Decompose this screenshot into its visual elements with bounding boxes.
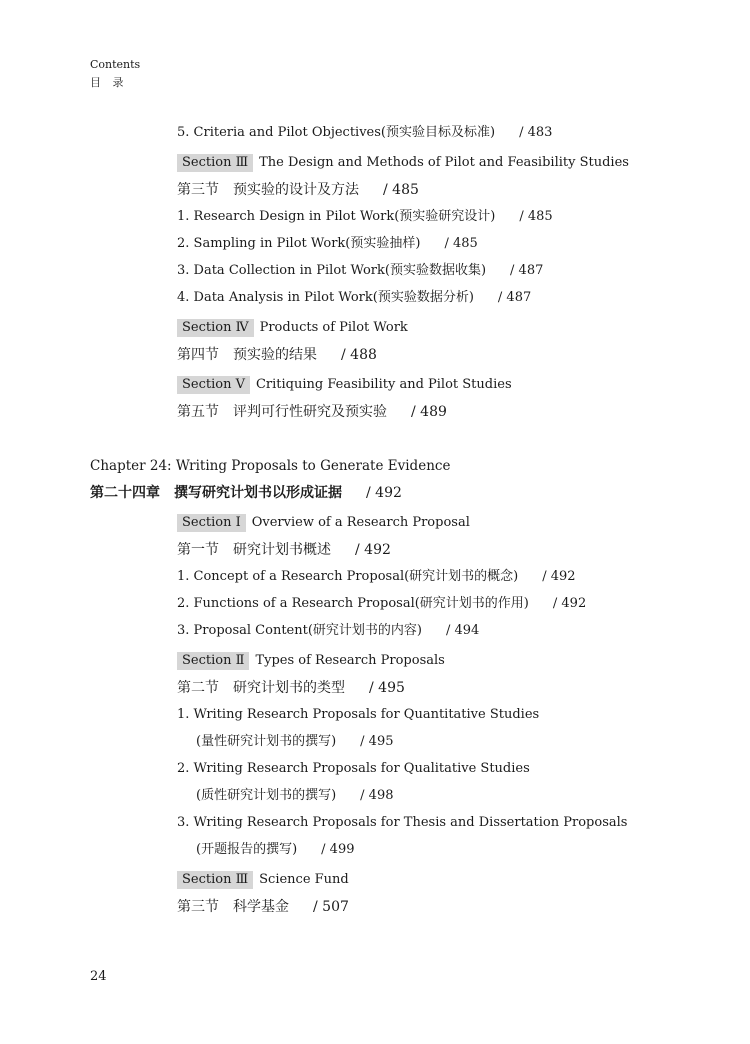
toc-page-ref: / 495 xyxy=(369,680,405,696)
section-badge: Section Ⅰ xyxy=(177,514,246,532)
section-heading-zh[interactable] xyxy=(177,898,349,916)
toc-item[interactable] xyxy=(177,622,479,640)
toc-item-text: 3. Data Collection in Pilot Work(预实验数据收集) xyxy=(177,263,487,278)
section-heading[interactable] xyxy=(177,154,629,172)
toc-page-ref: / 492 xyxy=(542,569,576,584)
section-heading-zh[interactable] xyxy=(177,679,405,697)
section-heading[interactable] xyxy=(177,871,349,889)
running-header-zh: 目 录 xyxy=(90,76,128,89)
section-title-zh: 评判可行性研究及预实验 xyxy=(233,404,387,420)
chapter-name-zh: 撰写研究计划书以形成证据 xyxy=(174,485,342,501)
toc-page-ref: / 495 xyxy=(360,734,394,749)
toc-item[interactable] xyxy=(177,760,530,778)
toc-item[interactable] xyxy=(177,568,576,586)
section-title-zh: 科学基金 xyxy=(233,899,289,915)
toc-item-text: 1. Research Design in Pilot Work(预实验研究设计) xyxy=(177,209,496,224)
toc-page-ref: / 485 xyxy=(519,209,553,224)
toc-page-ref: / 487 xyxy=(497,290,532,305)
toc-item-text: 2. Sampling in Pilot Work(预实验抽样) xyxy=(177,236,421,251)
section-heading[interactable] xyxy=(177,652,445,670)
section-number-zh: 第三节 xyxy=(177,899,219,915)
toc-item-continuation[interactable] xyxy=(196,841,354,859)
toc-page-ref: / 499 xyxy=(321,842,355,857)
section-badge: Section Ⅳ xyxy=(177,319,254,337)
chapter-number-zh: 第二十四章 xyxy=(90,485,160,501)
toc-page-ref: / 498 xyxy=(360,788,394,803)
section-title-en: Products of Pilot Work xyxy=(259,320,408,335)
section-number-zh: 第二节 xyxy=(177,680,219,696)
section-title-en: Science Fund xyxy=(259,872,349,887)
toc-item-text: 5. Criteria and Pilot Objectives(预实验目标及标准) xyxy=(177,125,496,140)
toc-item[interactable] xyxy=(177,289,531,307)
toc-item-text: 3. Proposal Content(研究计划书的内容) xyxy=(177,623,422,638)
toc-item[interactable] xyxy=(177,262,543,280)
section-badge: Section Ⅲ xyxy=(177,154,253,172)
section-heading[interactable] xyxy=(177,376,512,394)
section-title-en: Critiquing Feasibility and Pilot Studies xyxy=(255,377,512,392)
toc-item-text: 1. Concept of a Research Proposal(研究计划书的概念) xyxy=(177,569,519,584)
section-heading-zh[interactable] xyxy=(177,541,391,559)
toc-item-text: 2. Functions of a Research Proposal(研究计划书的作用) xyxy=(177,596,529,611)
section-title-en: Types of Research Proposals xyxy=(255,653,445,668)
section-heading-zh[interactable] xyxy=(177,181,419,199)
toc-page-ref: / 492 xyxy=(366,485,402,501)
section-heading[interactable] xyxy=(177,319,408,337)
section-title-zh: 预实验的结果 xyxy=(233,347,317,363)
section-heading-zh[interactable] xyxy=(177,403,447,421)
section-badge: Section Ⅱ xyxy=(177,652,249,670)
toc-item-text: 1. Writing Research Proposals for Quantitative Studies xyxy=(177,707,540,722)
toc-item[interactable] xyxy=(177,814,627,832)
toc-item-text: 2. Writing Research Proposals for Qualitative Studies xyxy=(177,761,530,776)
toc-item[interactable] xyxy=(177,706,539,724)
section-heading[interactable] xyxy=(177,514,470,532)
toc-item[interactable] xyxy=(177,235,478,253)
toc-page-ref: / 485 xyxy=(383,182,419,198)
toc-page-ref: / 487 xyxy=(510,263,544,278)
section-title-en: The Design and Methods of Pilot and Feasibility Studies xyxy=(259,155,629,170)
toc-item-text: 4. Data Analysis in Pilot Work(预实验数据分析) xyxy=(177,290,474,305)
chapter-title-en[interactable]: Chapter 24: Writing Proposals to Generate Evidence xyxy=(90,458,451,474)
section-number-zh: 第五节 xyxy=(177,404,219,420)
section-badge: Section Ⅴ xyxy=(177,376,250,394)
section-number-zh: 第四节 xyxy=(177,347,219,363)
section-title-zh: 研究计划书概述 xyxy=(233,542,331,558)
toc-page-ref: / 507 xyxy=(313,899,349,915)
toc-page-ref: / 492 xyxy=(355,542,391,558)
chapter-title-zh[interactable] xyxy=(90,484,402,502)
toc-item[interactable] xyxy=(177,208,553,226)
toc-page-ref: / 483 xyxy=(519,125,553,140)
toc-item-text: (质性研究计划书的撰写) xyxy=(196,788,337,803)
section-title-zh: 研究计划书的类型 xyxy=(233,680,345,696)
toc-item-text: (开题报告的撰写) xyxy=(196,842,298,857)
toc-item-continuation[interactable] xyxy=(196,787,393,805)
toc-page-ref: / 492 xyxy=(552,596,587,611)
toc-page-ref: / 494 xyxy=(446,623,480,638)
section-title-zh: 预实验的设计及方法 xyxy=(233,182,359,198)
toc-item-text: 3. Writing Research Proposals for Thesis and Dissertation Proposals xyxy=(177,815,628,830)
section-heading-zh[interactable] xyxy=(177,346,377,364)
toc-page-ref: / 485 xyxy=(444,236,478,251)
section-number-zh: 第一节 xyxy=(177,542,219,558)
toc-item-continuation[interactable] xyxy=(196,733,393,751)
toc-item[interactable] xyxy=(177,595,586,613)
toc-item[interactable] xyxy=(177,124,552,142)
running-header-en: Contents xyxy=(90,58,141,71)
section-title-en: Overview of a Research Proposal xyxy=(251,515,470,530)
section-number-zh: 第三节 xyxy=(177,182,219,198)
page-number: 24 xyxy=(90,969,107,984)
toc-page-ref: / 489 xyxy=(411,404,447,420)
section-badge: Section Ⅲ xyxy=(177,871,253,889)
toc-page-ref: / 488 xyxy=(341,347,377,363)
toc-item-text: (量性研究计划书的撰写) xyxy=(196,734,337,749)
